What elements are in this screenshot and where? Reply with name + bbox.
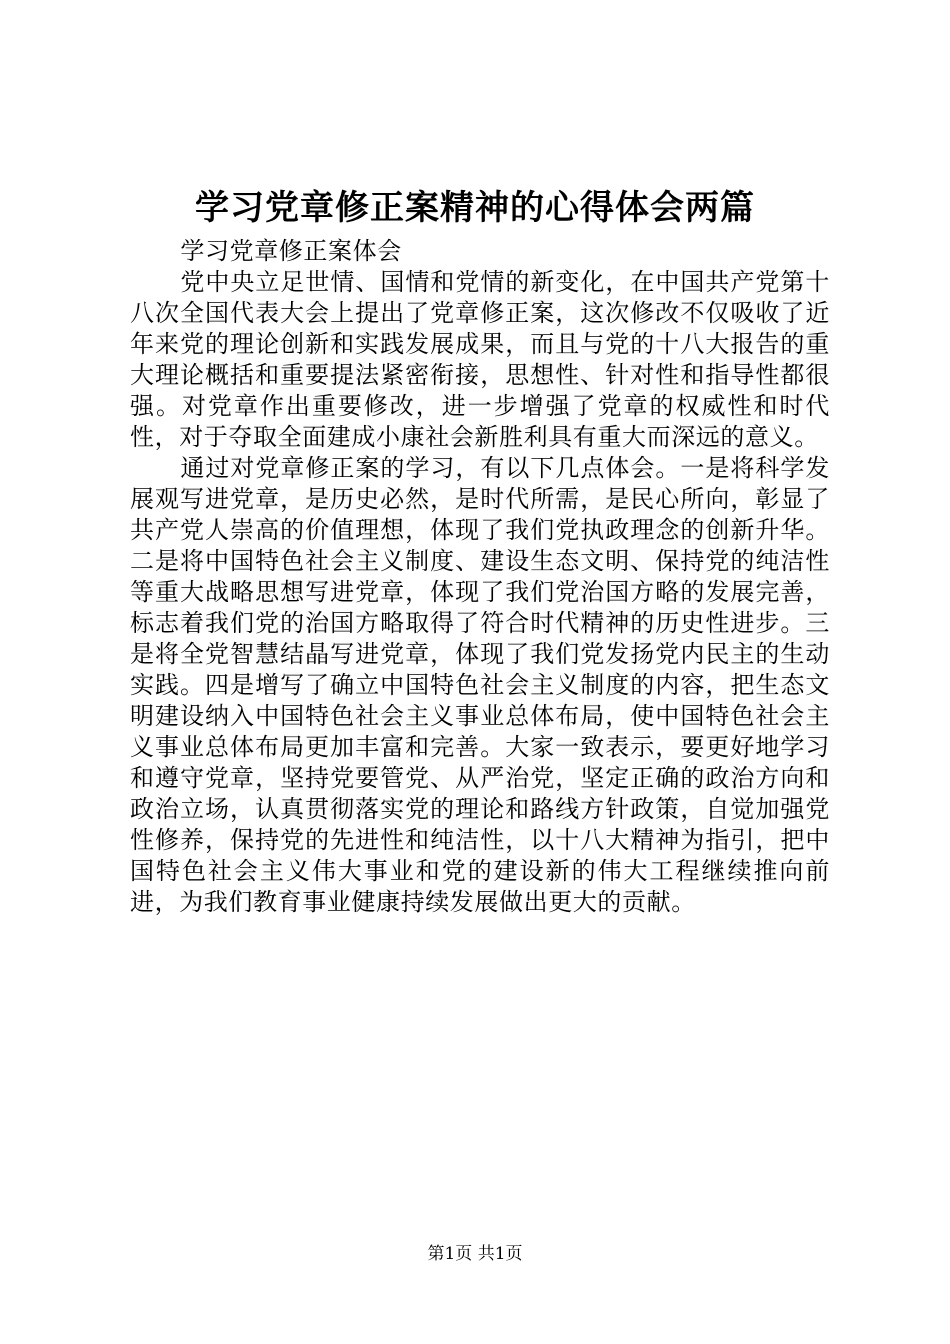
body-paragraph-2: 通过对党章修正案的学习，有以下几点体会。一是将科学发展观写进党章，是历史必然，是时代所需，是民心所向，彰显了共产党人崇高的价值理想，体现了我们党执政理念的创新升华。二是将中国特色社会主义制度、建设生态文明、保持党的纯洁性等重大战略思想写进党章，体现了我们党治国方略的发展完善，标志着我们党的治国方略取得了符合时代精神的历史性进步。三是将全党智慧结晶写进党章，体现了我们党发扬党内民主的生动实践。四是增写了确立中国特色社会主义制度的内容，把生态文明建设纳入中国特色社会主义事业总体布局，使中国特色社会主义事业总体布局更加丰富和完善。大家一致表示，要更好地学习和遵守党章，坚持党要管党、从严治党，坚定正确的政治方向和政治立场，认真贯彻落实党的理论和路线方针政策，自觉加强党性修养，保持党的先进性和纯洁性，以十八大精神为指引，把中国特色社会主义伟大事业和党的建设新的伟大工程继续推向前进，为我们教育事业健康持续发展做出更大的贡献。 [130, 454, 830, 916]
document-title: 学习党章修正案精神的心得体会两篇 [195, 188, 755, 228]
body-paragraph-1: 党中央立足世情、国情和党情的新变化，在中国共产党第十八次全国代表大会上提出了党章修正案，这次修改不仅吸收了近年来党的理论创新和实践发展成果，而且与党的十八大报告的重大理论概括和重要提法紧密衔接，思想性、针对性和指导性都很强。对党章作出重要修改，进一步增强了党章的权威性和时代性，对于夺取全面建成小康社会新胜利具有重大而深远的意义。 [130, 268, 830, 451]
document-body [130, 236, 830, 918]
section-subtitle: 学习党章修正案体会 [180, 237, 402, 265]
page-footer: 第1页 共1页 [427, 1244, 523, 1264]
